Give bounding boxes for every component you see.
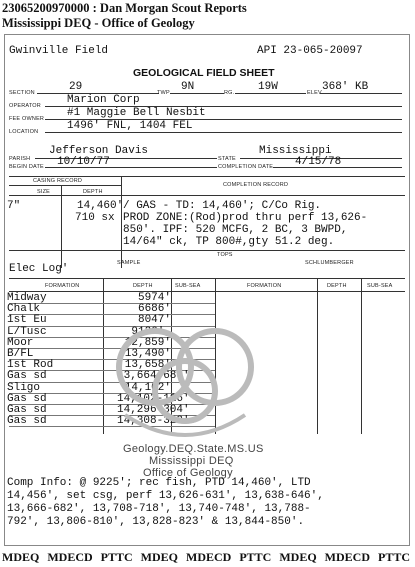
label-tops: TOPS <box>217 252 233 258</box>
label-state: STATE <box>218 156 236 162</box>
comp-info-line-1: Comp Info: @ 9225'; rec fish, PTD 14,460', LTD <box>7 477 311 489</box>
field-sheet-card <box>4 34 410 546</box>
tops-formation: L/Tusc <box>7 325 47 338</box>
comp-info-line-3: 13,666-682', 13,708-718', 13,740-748', 13,788- <box>7 503 311 515</box>
tops-formation: B/FL <box>7 348 34 360</box>
tops-depth: 13,490' <box>124 348 171 360</box>
casing-size-value: 7" <box>7 200 21 212</box>
label-elev: ELEV <box>307 90 322 96</box>
parish-value: Jefferson Davis <box>49 145 149 157</box>
tops-col-formation: FORMATION <box>45 283 80 289</box>
api-number: API 23-065-20097 <box>257 45 363 57</box>
tops-depth: 14,308-322'. <box>117 415 197 428</box>
tops-depth: 14,102-116' <box>117 392 190 405</box>
tops-formation: Gas sd <box>7 370 47 383</box>
tops-depth: 5974' <box>137 292 171 304</box>
tops-formation: 1st Rod <box>7 359 54 372</box>
completion-line-1: / GAS - TD: 14,460'; C/Co Rig. <box>123 200 322 212</box>
fee-owner-value: #1 Maggie Bell Nesbit <box>67 107 206 119</box>
tops-formation: Midway <box>7 292 47 304</box>
tops-depth: 14,102' <box>124 381 171 394</box>
mdeq-logo-watermark-icon <box>65 305 355 465</box>
label-parish: PARISH <box>9 156 31 162</box>
casing-sx-value: 710 sx <box>75 212 115 224</box>
tops-depth: 8047' <box>137 314 171 327</box>
tops-depth: 12,859' <box>124 336 171 349</box>
elec-log-note: Elec Log' <box>9 263 69 275</box>
completion-date-value: 4/15/78 <box>295 156 342 168</box>
tops-depth: 13,664-684' <box>117 370 190 383</box>
report-header-title: 23065200970000 : Dan Morgan Scout Reports <box>2 1 247 15</box>
tops-formation: Sligo <box>7 381 41 394</box>
label-casing-size: SIZE <box>37 189 51 195</box>
label-location: LOCATION <box>9 129 39 135</box>
label-completion-date: COMPLETION DATE <box>218 164 274 170</box>
twp-value: 9N <box>181 81 195 93</box>
tops-col-subsea-2: SUB-SEA <box>367 283 393 289</box>
tops-depth: 13,658' <box>124 359 171 372</box>
watermark-url: Geology.DEQ.State.MS.US <box>123 443 264 455</box>
label-rg: RG. <box>224 90 235 96</box>
state-value: Mississippi <box>259 145 332 157</box>
tops-depth: 6686' <box>137 303 171 316</box>
label-section: SECTION <box>9 90 35 96</box>
sheet-title: GEOLOGICAL FIELD SHEET <box>133 67 275 79</box>
completion-line-2: PROD ZONE:(Rod)prod thru perf 13,626- <box>123 212 368 224</box>
tops-col-formation-2: FORMATION <box>247 283 282 289</box>
label-sample: SAMPLE <box>117 260 141 266</box>
comp-info-line-2: 14,456', set csg, perf 13,626-631', 13,638-646', <box>7 490 324 502</box>
casing-depth-value: 14,460' <box>77 200 124 212</box>
tops-formation: Gas sd <box>7 392 47 405</box>
label-completion-record: COMPLETION RECORD <box>223 182 289 188</box>
completion-line-4: 14/64" ck, TP 800#,gty 51.2 deg. <box>123 236 335 248</box>
tops-depth: 14,296-304' <box>117 404 190 416</box>
comp-info-line-4: 792', 13,806-810', 13,828-823' & 13,844-850'. <box>7 516 305 528</box>
tops-formation: 1st Eu <box>7 314 47 327</box>
location-value: 1496' FNL, 1404 FEL <box>67 120 193 132</box>
tops-col-subsea: SUB-SEA <box>175 283 201 289</box>
tops-col-depth: DEPTH <box>133 283 153 289</box>
label-schlumberger: SCHLUMBERGER <box>305 260 354 266</box>
watermark-office: Office of Geology <box>143 467 233 479</box>
elev-value: 368' KB <box>322 81 369 93</box>
tops-formation: Chalk <box>7 303 41 316</box>
rg-value: 19W <box>258 81 278 93</box>
watermark-org: Mississippi DEQ <box>149 455 234 467</box>
label-casing-depth: DEPTH <box>83 189 103 195</box>
label-twp: TWP <box>157 90 170 96</box>
footer-sponsors: MDEQ MDECD PTTC MDEQ MDECD PTTC MDEQ MDECD PTTC <box>2 550 410 564</box>
completion-line-3: 850'. IPF: 520 MCFG, 2 BC, 3 BWPD, <box>123 224 348 236</box>
label-fee-owner: FEE OWNER <box>9 116 45 122</box>
tops-col-depth-2: DEPTH <box>327 283 347 289</box>
section-value: 29 <box>69 81 83 93</box>
field-name: Gwinville Field <box>9 45 109 57</box>
label-begin-date: BEGIN DATE <box>9 164 44 170</box>
tops-formation: Gas sd <box>7 415 47 428</box>
tops-depth: 9120', <box>131 325 171 338</box>
tops-formation: Gas sd <box>7 404 47 416</box>
label-casing-record: CASING RECORD <box>33 178 83 184</box>
tops-formation: Moor <box>7 336 34 349</box>
report-header-subtitle: Mississippi DEQ - Office of Geology <box>2 16 195 30</box>
label-operator: OPERATOR <box>9 103 41 109</box>
operator-value: Marion Corp <box>67 94 140 106</box>
begin-date-value: 10/10/77 <box>57 156 110 168</box>
